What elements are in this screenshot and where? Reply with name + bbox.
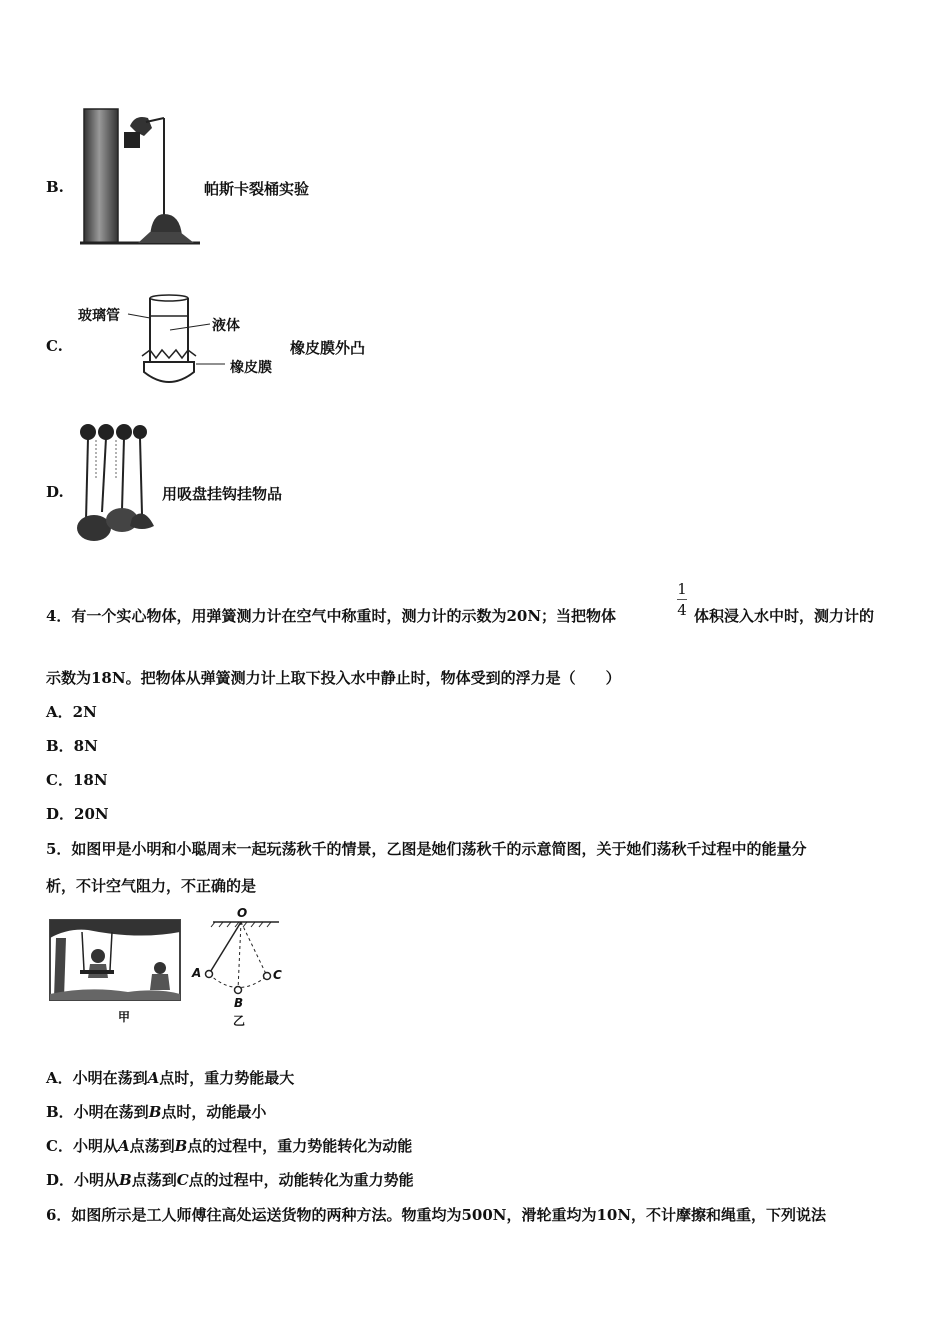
label-point-a: A (192, 966, 202, 980)
q4-line1-part2: 体积浸入水中时，测力计的 (694, 607, 875, 625)
swing-scene-figure (48, 918, 183, 1003)
q4-fraction (674, 580, 690, 619)
q5-option-c: C．小明从A点荡到B点的过程中，重力势能转化为动能 (46, 1137, 413, 1155)
label-yi: 乙 (233, 1014, 246, 1028)
label-membrane: 橡皮膜 (230, 360, 272, 376)
q5-option-d: D．小明从B点荡到C点的过程中，动能转化为重力势能 (46, 1171, 414, 1189)
option-b-caption: 帕斯卡裂桶实验 (204, 180, 310, 198)
option-d-letter: D. (46, 483, 64, 501)
option-c-letter: C. (46, 337, 63, 355)
q4-option-a: A．2N (46, 703, 97, 721)
pascal-barrel-figure (80, 106, 205, 248)
option-c-caption: 橡皮膜外凸 (290, 339, 366, 357)
fraction-numerator: 1 (677, 580, 687, 598)
label-point-o: O (237, 906, 248, 920)
q4-line2: 示数为18N。把物体从弹簧测力计上取下投入水中静止时，物体受到的浮力是（ ） (46, 669, 621, 687)
q5-line2: 析，不计空气阻力，不正确的是 (46, 877, 257, 895)
q4-option-d: D．20N (46, 805, 109, 823)
option-d-caption: 用吸盘挂钩挂物品 (162, 485, 283, 503)
fraction-denominator: 4 (677, 601, 687, 619)
q4-option-c: C．18N (46, 771, 108, 789)
label-jia: 甲 (118, 1010, 131, 1024)
q5-option-a: A．小明在荡到A点时，重力势能最大 (46, 1069, 295, 1087)
q5-option-b: B．小明在荡到B点时，动能最小 (46, 1103, 267, 1121)
suction-hooks-figure (72, 420, 162, 545)
label-glass-tube: 玻璃管 (78, 308, 120, 324)
q5-line1: 5．如图甲是小明和小聪周末一起玩荡秋千的情景，乙图是她们荡秋千的示意简图，关于她们荡秋千过程中的能量分 (46, 840, 807, 858)
label-point-b: B (234, 996, 244, 1010)
label-liquid: 液体 (212, 318, 240, 334)
option-b-letter: B. (46, 178, 64, 196)
q4-option-b: B．8N (46, 737, 98, 755)
label-point-c: C (273, 968, 282, 982)
q6-line1: 6．如图所示是工人师傅往高处运送货物的两种方法。物重均为500N，滑轮重均为10N，不计摩擦和绳重，下列说法 (46, 1206, 827, 1224)
q4-line1-part1: 4．有一个实心物体，用弹簧测力计在空气中称重时，测力计的示数为20N；当把物体 (46, 607, 617, 625)
